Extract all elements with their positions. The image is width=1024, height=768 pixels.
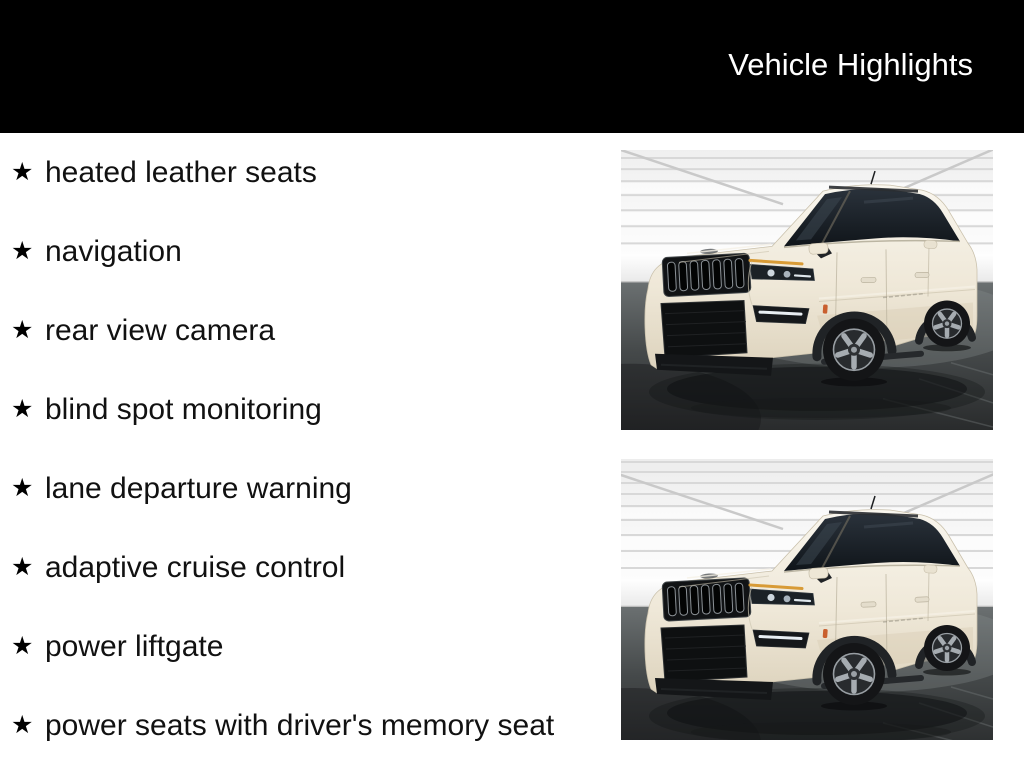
feature-item xyxy=(11,133,611,212)
star-icon: ★ xyxy=(11,394,34,423)
page-title: Vehicle Highlights xyxy=(728,47,973,82)
star-icon: ★ xyxy=(11,631,34,660)
feature-label: blind spot monitoring xyxy=(45,392,322,426)
vehicle-photo-1 xyxy=(621,150,993,430)
feature-label: heated leather seats xyxy=(45,155,317,189)
feature-label: power seats with driver's memory seat xyxy=(45,708,555,742)
star-icon: ★ xyxy=(11,552,34,581)
star-icon: ★ xyxy=(11,710,34,739)
feature-item xyxy=(11,686,611,765)
feature-item xyxy=(11,607,611,686)
feature-list xyxy=(11,133,611,765)
feature-item xyxy=(11,449,611,528)
feature-label: adaptive cruise control xyxy=(45,550,346,584)
feature-item xyxy=(11,370,611,449)
vehicle-photo-illustration xyxy=(621,459,993,740)
feature-item xyxy=(11,291,611,370)
star-icon: ★ xyxy=(11,315,34,344)
header-bar xyxy=(0,0,1024,133)
star-icon: ★ xyxy=(11,157,34,186)
feature-label: navigation xyxy=(45,234,182,268)
vehicle-photo-illustration xyxy=(621,150,993,430)
feature-label: power liftgate xyxy=(45,629,224,663)
star-icon: ★ xyxy=(11,236,34,265)
vehicle-photo-2 xyxy=(621,459,993,740)
feature-item xyxy=(11,212,611,291)
feature-item xyxy=(11,528,611,607)
feature-label: rear view camera xyxy=(45,313,276,347)
star-icon: ★ xyxy=(11,473,34,502)
feature-label: lane departure warning xyxy=(45,471,352,505)
